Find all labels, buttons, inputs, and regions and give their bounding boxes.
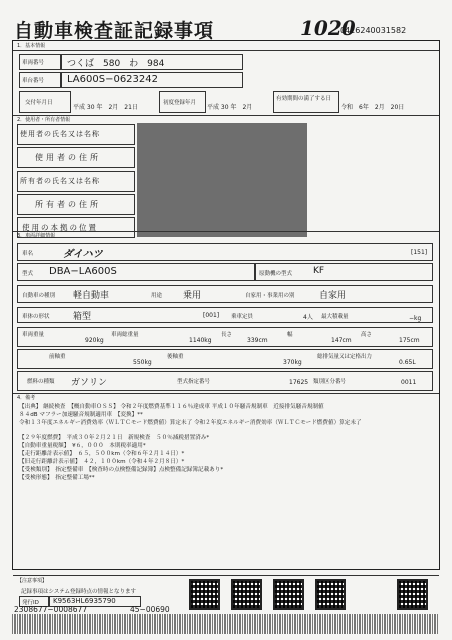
issuer-id-value: K9563HL6935790 (53, 597, 116, 605)
issue-date-label: 交付年月日 (25, 100, 53, 106)
note-line: 【走行距離計表示値】 ６５，５００km（令和６年２月１４日）* (19, 451, 185, 457)
category-value: 0011 (401, 379, 417, 386)
body-code: [001] (203, 312, 220, 319)
width-value: 147cm (331, 337, 352, 344)
model-value: DBA−LA600S (49, 266, 117, 277)
kind-value: 軽自動車 (73, 291, 110, 301)
note-line: 【受検形態】 指定整備工場** (19, 475, 95, 481)
use-value: 乗用 (183, 291, 202, 301)
notice-text: 記録事項はシステム登録時点の情報となります (21, 589, 136, 595)
note-line: ８４dB マフラー加速騒音規制適用車 【変換】** (19, 412, 143, 418)
kind-label: 自動車の種別 (22, 293, 56, 299)
section4-heading: 4．備考 (17, 395, 36, 401)
handwritten-number: 1020 (300, 16, 356, 40)
engine-value: KF (313, 266, 325, 276)
designation-value: 17625 (289, 379, 309, 386)
height-label: 高さ (361, 332, 373, 338)
user-name-label: 使用者の氏名又は名称 (20, 130, 100, 138)
length-value: 339cm (247, 337, 268, 344)
qr-code-2 (231, 579, 262, 610)
document-title: 自動車検査証記録事項 (14, 20, 215, 42)
note-line: 【受検類別】 指定整備車 【検査時の点検整備記録簿】点検整備記録簿記載あり* (19, 467, 224, 473)
designation-label: 型式指定番号 (177, 379, 211, 385)
capacity-value: 4人 (303, 314, 313, 321)
reg-no-value: つくば 580 わ 984 (67, 59, 165, 69)
use-label: 用途 (151, 293, 163, 299)
owner-address-label: 所有者の住所 (35, 200, 101, 209)
purpose-value: 自家用 (319, 291, 347, 301)
base-location-label: 使用の本拠の位置 (22, 223, 98, 232)
chassis-value: LA600S−0623242 (67, 74, 158, 85)
redacted-owner-info (137, 123, 307, 237)
qr-code-4 (315, 579, 346, 610)
user-address-label: 使用者の住所 (35, 153, 101, 162)
footer-code-1: 2308677−0008677 (14, 605, 88, 614)
maker-code: [151] (411, 249, 428, 256)
issue-date-value: 平成 30 年 2月 21日 (73, 104, 138, 111)
note-line: 【自動車重量税額】 ¥６，０００ 本則税率適用* (19, 443, 146, 449)
category-label: 類別区分番号 (313, 379, 347, 385)
footer-code-2: 45−00690 (130, 605, 170, 614)
gross-value: 1140kg (189, 337, 212, 344)
owner-name-label: 所有者の氏名又は名称 (20, 177, 100, 185)
maker-label: 車名 (22, 251, 34, 257)
first-reg-label: 初度登録年月 (163, 100, 197, 106)
note-line: 令和１３年度エネルギー消費効率（ＷＬＴＣモード燃費値）算定未了 令和２年度エネルギー消費効率（ＷＬＴＣモード燃費値）算定未了 (19, 420, 362, 426)
bottom-barcode (12, 614, 438, 634)
displacement-label: 総排気量又は定格出力 (317, 354, 373, 360)
reg-no-label: 車両番号 (22, 60, 45, 66)
rear-axle-label: 後軸重 (167, 354, 184, 360)
engine-label: 原動機の型式 (259, 271, 293, 277)
height-value: 175cm (399, 337, 420, 344)
section2-heading: 2．使用者・所有者情報 (17, 117, 71, 123)
weight-label: 車両重量 (22, 332, 45, 338)
max-load-value: −kg (409, 315, 422, 322)
document-number: 0416240031582 (340, 26, 407, 35)
expiry-value: 令和 6年 2月 20日 (341, 104, 405, 111)
front-axle-label: 前軸重 (49, 354, 66, 360)
certificate-frame (12, 40, 440, 606)
fuel-label: 燃料の種類 (27, 379, 55, 385)
notice-heading: 【注意事項】 (17, 578, 48, 584)
note-line: 【旧走行距離計表示値】 ４２，１００km（令和４年２月８日）* (19, 459, 185, 465)
max-load-label: 最大積載量 (321, 314, 349, 320)
capacity-label: 乗車定員 (231, 314, 254, 320)
section1-heading: 1．基本情報 (17, 43, 46, 49)
width-label: 幅 (287, 332, 293, 338)
displacement-value: 0.65L (399, 359, 416, 366)
expiry-label: 有効期間の満了する日 (276, 96, 332, 102)
note-line: 【出典】 継続検査 【概自動車ＯＳＳ】 令和２年度燃費基準１１６％達成車 平成１０年騒音規制車 近接排気騒音規制値 (19, 404, 324, 410)
model-label: 型式 (22, 271, 34, 277)
qr-code-3 (273, 579, 304, 610)
qr-code-5 (397, 579, 428, 610)
front-axle-value: 550kg (133, 359, 152, 366)
chassis-label: 車台番号 (22, 78, 45, 84)
body-label: 車体の形状 (22, 314, 50, 320)
maker-value: ダイハツ (63, 249, 103, 260)
issuer-id-label: 発行ID (22, 600, 39, 606)
gross-label: 車両総重量 (111, 332, 139, 338)
fuel-value: ガソリン (71, 378, 108, 388)
purpose-label: 自家用・事業用の別 (245, 293, 295, 299)
first-reg-value: 平成 30 年 2月 (207, 104, 253, 111)
rear-axle-value: 370kg (283, 359, 302, 366)
weight-value: 920kg (85, 337, 104, 344)
note-line: 【２９年度燃費】 平成３０年２月２１日 新規検査 ５０％減税措置済み* (19, 435, 210, 441)
section3-heading: 3．車両詳細情報 (17, 233, 56, 239)
length-label: 長さ (221, 332, 233, 338)
qr-code-1 (189, 579, 220, 610)
body-value: 箱型 (73, 312, 92, 322)
